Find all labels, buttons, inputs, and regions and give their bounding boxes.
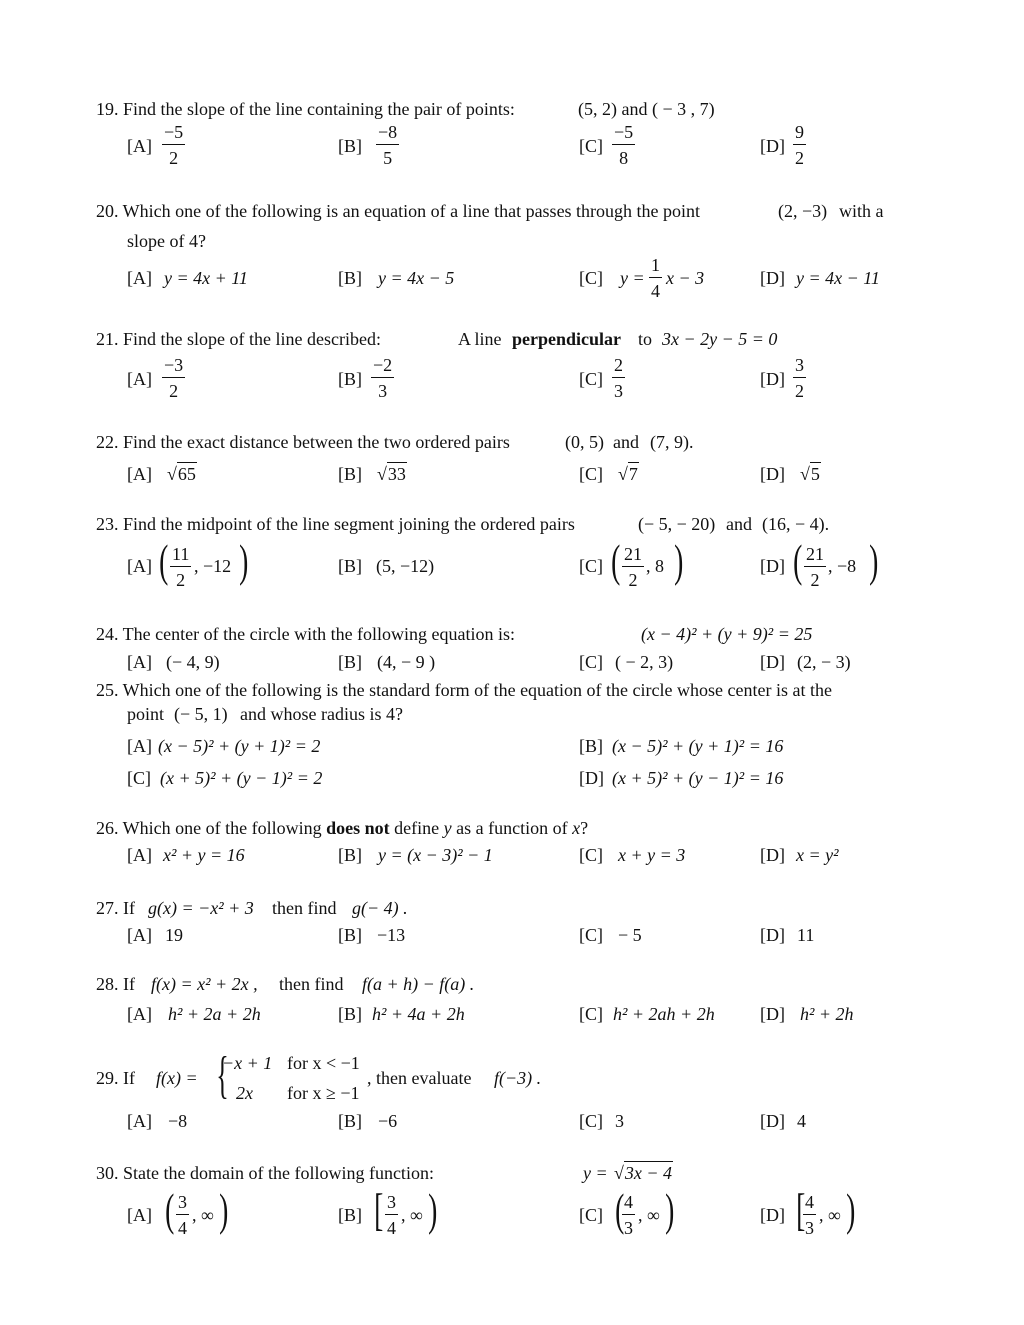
option-a-fraction: $\frac{11}{2}$ xyxy=(172,544,190,590)
question-22-and: and xyxy=(613,432,639,452)
option-c-fraction: $\frac{1}{4}$ xyxy=(651,255,660,301)
question-21-desc-to: to xyxy=(638,329,653,349)
option-b-point: (5, −12) xyxy=(376,556,435,576)
option-a-value: −8 xyxy=(168,1111,188,1131)
option-a-label: [A] xyxy=(127,845,152,865)
option-c-fraction: $\frac{-5}{8}$ xyxy=(614,122,634,168)
option-a-point: (− 4, 9) xyxy=(166,652,220,672)
option-b-label: [B] xyxy=(338,369,362,389)
option-d-equation: x = y² xyxy=(796,845,839,865)
option-d-sqrt: √5 xyxy=(800,464,820,484)
option-b-label: [B] xyxy=(338,1004,362,1024)
option-d-label: [D] xyxy=(760,845,785,865)
question-26-stem: 26. Which one of the following does not define y as a function of x? xyxy=(96,818,589,838)
option-c-value: − 5 xyxy=(618,925,642,945)
option-d-label: [D] xyxy=(760,1004,785,1024)
option-c-value: 3 xyxy=(615,1111,624,1131)
option-a-sqrt: √65 xyxy=(167,464,196,484)
option-c-fraction: $\frac{4}{3}$ xyxy=(624,1192,633,1238)
question-27-evaluate: g(− 4) . xyxy=(352,898,408,918)
option-c-close-paren: ) xyxy=(674,535,684,586)
option-d-fraction: $\frac{9}{2}$ xyxy=(795,122,804,168)
option-a-label: [A] xyxy=(127,369,152,389)
question-21-stem: 21. Find the slope of the line described: xyxy=(96,329,381,349)
option-b-label: [B] xyxy=(338,1111,362,1131)
option-d-expression: h² + 2h xyxy=(800,1004,854,1024)
question-20-point: (2, −3) xyxy=(778,201,828,221)
option-b-label: [B] xyxy=(338,652,362,672)
option-c-equation: x + y = 3 xyxy=(618,845,686,865)
option-c-label: [C] xyxy=(579,925,603,945)
question-19-stem: 19. Find the slope of the line containing the pair of points: xyxy=(96,99,515,119)
option-b-label: [B] xyxy=(338,136,362,156)
option-b-value: −13 xyxy=(377,925,406,945)
question-27-stem-mid: then find xyxy=(272,898,337,918)
option-a-label: [A] xyxy=(127,556,152,576)
question-29-stem-mid: , then evaluate xyxy=(367,1068,472,1088)
question-25-stem: 25. Which one of the following is the standard form of the equation of the circle whose center is at the xyxy=(96,680,832,700)
option-b-expression: h² + 4a + 2h xyxy=(372,1004,465,1024)
question-22-stem: 22. Find the exact distance between the two ordered pairs xyxy=(96,432,510,452)
question-20-stem: 20. Which one of the following is an equation of a line that passes through the point xyxy=(96,201,701,221)
option-c-label: [C] xyxy=(579,1205,603,1225)
option-d-rest: , −8 xyxy=(828,556,857,576)
option-b-label: [B] xyxy=(579,736,603,756)
option-a-label: [A] xyxy=(127,736,152,756)
option-a-equation: y = 4x + 11 xyxy=(164,268,248,288)
option-c-label: [C] xyxy=(579,369,603,389)
option-d-value: 4 xyxy=(797,1111,806,1131)
question-28-stem-mid: then find xyxy=(279,974,344,994)
question-21-desc-bold: perpendicular xyxy=(512,329,622,349)
option-a-close-paren: ) xyxy=(239,535,249,586)
option-a-equation: x² + y = 16 xyxy=(163,845,245,865)
option-a-fraction: $\frac{3}{4}$ xyxy=(178,1192,187,1238)
option-d-label: [D] xyxy=(760,369,785,389)
option-b-fraction: $\frac{3}{4}$ xyxy=(387,1192,396,1238)
option-a-rest: , −12 xyxy=(194,556,232,576)
option-c-lhs: y = xyxy=(620,268,645,288)
option-d-value: 11 xyxy=(797,925,815,945)
option-d-label: [D] xyxy=(760,925,785,945)
option-c-label: [C] xyxy=(579,845,603,865)
option-d-label: [D] xyxy=(760,556,785,576)
option-c-label: [C] xyxy=(579,1004,603,1024)
option-c-expression: h² + 2ah + 2h xyxy=(613,1004,715,1024)
question-30-stem: 30. State the domain of the following function: xyxy=(96,1163,434,1183)
option-d-close-paren: ) xyxy=(869,535,879,586)
option-a-fraction: $\frac{-5}{2}$ xyxy=(164,122,184,168)
question-25-stem-line2-pre: point xyxy=(127,704,165,724)
option-b-fraction: $\frac{-2}{3}$ xyxy=(373,355,393,401)
question-29-case-2: 2x xyxy=(236,1083,253,1103)
option-c-label: [C] xyxy=(579,556,603,576)
question-22-point-2: (7, 9). xyxy=(650,432,694,452)
question-27-stem-pre: 27. If xyxy=(96,898,135,918)
option-d-open-paren: ( xyxy=(793,535,803,586)
option-b-close-paren: ) xyxy=(428,1184,438,1235)
option-d-label: [D] xyxy=(760,1205,785,1225)
option-c-label: [C] xyxy=(579,1111,603,1131)
question-29-condition-2: for x ≥ −1 xyxy=(287,1083,360,1103)
question-22-point-1: (0, 5) xyxy=(565,432,604,452)
option-c-label: [C] xyxy=(579,464,603,484)
question-29-stem-pre: 29. If xyxy=(96,1068,135,1088)
question-30-function-lhs: y = xyxy=(583,1163,608,1183)
question-19-points: (5, 2) and ( − 3 , 7) xyxy=(578,99,715,119)
question-23-point-2: (16, − 4). xyxy=(762,514,830,534)
option-b-label: [B] xyxy=(338,1205,362,1225)
option-d-label: [D] xyxy=(579,768,604,788)
question-23-stem: 23. Find the midpoint of the line segment joining the ordered pairs xyxy=(96,514,575,534)
question-29-condition-1: for x < −1 xyxy=(287,1053,360,1073)
question-29-brace: { xyxy=(216,1047,229,1104)
option-c-sqrt: √7 xyxy=(618,464,638,484)
question-23-point-1: (− 5, − 20) xyxy=(638,514,716,534)
option-b-label: [B] xyxy=(338,464,362,484)
question-29-function: f(x) = xyxy=(156,1068,198,1088)
question-29-case-1: −x + 1 xyxy=(222,1053,273,1073)
option-d-label: [D] xyxy=(760,652,785,672)
option-c-label: [C] xyxy=(127,768,151,788)
option-d-fraction: $\frac{21}{2}$ xyxy=(806,544,824,590)
question-20-stem-end: with a xyxy=(839,201,884,221)
question-28-stem-pre: 28. If xyxy=(96,974,135,994)
question-21-desc-pre: A line xyxy=(458,329,502,349)
option-c-open-paren: ( xyxy=(615,1184,625,1235)
option-b-rest: , ∞ xyxy=(401,1205,423,1225)
option-b-label: [B] xyxy=(338,845,362,865)
question-21-equation: 3x − 2y − 5 = 0 xyxy=(662,329,778,349)
option-c-close-paren: ) xyxy=(665,1184,675,1235)
option-c-open-paren: ( xyxy=(611,535,621,586)
option-b-label: [B] xyxy=(338,556,362,576)
option-a-label: [A] xyxy=(127,1004,152,1024)
option-d-close-paren: ) xyxy=(846,1184,856,1235)
question-24-equation: (x − 4)² + (y + 9)² = 25 xyxy=(641,624,813,644)
option-b-label: [B] xyxy=(338,925,362,945)
option-b-open-bracket: [ xyxy=(374,1184,384,1235)
option-d-fraction: $\frac{3}{2}$ xyxy=(795,355,804,401)
option-b-equation: (x − 5)² + (y + 1)² = 16 xyxy=(612,736,784,756)
option-a-rest: , ∞ xyxy=(192,1205,214,1225)
question-20-stem-line2: slope of 4? xyxy=(127,231,206,251)
option-c-fraction: $\frac{21}{2}$ xyxy=(624,544,642,590)
option-a-label: [A] xyxy=(127,464,152,484)
option-b-point: (4, − 9 ) xyxy=(377,652,436,672)
option-d-equation: y = 4x − 11 xyxy=(796,268,880,288)
option-b-equation: y = 4x − 5 xyxy=(378,268,455,288)
option-c-rhs: x − 3 xyxy=(666,268,705,288)
question-30-sqrt: √3x − 4 xyxy=(614,1163,673,1183)
question-28-evaluate: f(a + h) − f(a) . xyxy=(362,974,475,994)
option-b-value: −6 xyxy=(378,1111,398,1131)
option-d-point: (2, − 3) xyxy=(797,652,851,672)
option-d-label: [D] xyxy=(760,268,785,288)
option-b-equation: y = (x − 3)² − 1 xyxy=(378,845,493,865)
option-a-label: [A] xyxy=(127,268,152,288)
option-a-fraction: $\frac{-3}{2}$ xyxy=(164,355,184,401)
question-25-stem-line2-post: and whose radius is 4? xyxy=(240,704,403,724)
option-b-sqrt: √33 xyxy=(377,464,406,484)
option-d-rest: , ∞ xyxy=(819,1205,841,1225)
option-a-open-paren: ( xyxy=(165,1184,175,1235)
option-c-fraction: $\frac{2}{3}$ xyxy=(614,355,623,401)
option-a-equation: (x − 5)² + (y + 1)² = 2 xyxy=(158,736,321,756)
option-c-equation: (x + 5)² + (y − 1)² = 2 xyxy=(160,768,323,788)
option-a-label: [A] xyxy=(127,1111,152,1131)
option-c-rest: , ∞ xyxy=(638,1205,660,1225)
option-a-value: 19 xyxy=(165,925,183,945)
option-d-label: [D] xyxy=(760,464,785,484)
option-a-label: [A] xyxy=(127,925,152,945)
question-28-function: f(x) = x² + 2x , xyxy=(151,974,258,994)
option-d-equation: (x + 5)² + (y − 1)² = 16 xyxy=(612,768,784,788)
option-a-label: [A] xyxy=(127,1205,152,1225)
option-d-label: [D] xyxy=(760,1111,785,1131)
option-a-open-paren: ( xyxy=(159,535,169,586)
option-d-fraction: $\frac{4}{3}$ xyxy=(805,1192,814,1238)
question-25-point: (− 5, 1) xyxy=(174,704,228,724)
option-b-fraction: $\frac{-8}{5}$ xyxy=(378,122,398,168)
option-c-label: [C] xyxy=(579,136,603,156)
option-a-close-paren: ) xyxy=(219,1184,229,1235)
option-c-label: [C] xyxy=(579,652,603,672)
option-a-label: [A] xyxy=(127,652,152,672)
option-b-label: [B] xyxy=(338,268,362,288)
option-c-point: ( − 2, 3) xyxy=(615,652,674,672)
option-a-expression: h² + 2a + 2h xyxy=(168,1004,261,1024)
option-d-open-bracket: [ xyxy=(796,1184,806,1235)
option-c-label: [C] xyxy=(579,268,603,288)
question-24-stem: 24. The center of the circle with the following equation is: xyxy=(96,624,516,644)
question-29-evaluate: f(−3) . xyxy=(494,1068,542,1088)
option-d-label: [D] xyxy=(760,136,785,156)
option-a-label: [A] xyxy=(127,136,152,156)
question-27-function: g(x) = −x² + 3 xyxy=(148,898,254,918)
question-23-and: and xyxy=(726,514,752,534)
option-c-rest: , 8 xyxy=(646,556,664,576)
